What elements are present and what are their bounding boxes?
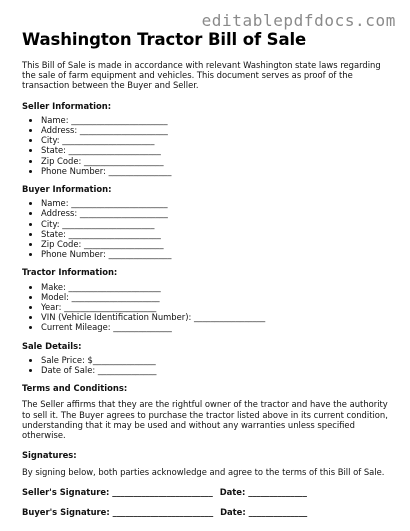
seller-address-field[interactable]: • Address: _____________________: [41, 125, 392, 135]
seller-signature-row: [22, 487, 392, 497]
buyer-phone-field[interactable]: • Phone Number: _______________: [41, 249, 392, 259]
terms-section: [22, 383, 392, 440]
buyer-signature-row: [22, 507, 392, 517]
tractor-section: [22, 267, 392, 332]
buyer-state-field[interactable]: • State: ______________________: [41, 229, 392, 239]
watermark: editablepdfdocs.com: [201, 11, 396, 30]
sale-date-field[interactable]: • Date of Sale: ______________: [41, 365, 392, 375]
sale-heading: Sale Details:: [22, 340, 82, 351]
tractor-heading: Tractor Information:: [22, 267, 118, 278]
buyer-city-field[interactable]: • City: ______________________: [41, 219, 392, 229]
tractor-fields: [22, 282, 392, 333]
document-body: [22, 60, 392, 527]
buyer-section: [22, 184, 392, 259]
signatures-heading: Signatures:: [22, 450, 77, 461]
buyer-zip-field[interactable]: • Zip Code: ___________________: [41, 239, 392, 249]
signatures-section: [22, 450, 392, 517]
seller-name-field[interactable]: • Name: _______________________: [41, 115, 392, 125]
seller-fields: [22, 115, 392, 176]
terms-paragraph: The Seller affirms that they are the rightful owner of the tractor and have the authority to sell it. The Buyer agrees to purchase the tractor listed above in its current condition, understanding that it may be used and without any warranties unless specified otherwise.: [22, 399, 388, 441]
tractor-vin-field[interactable]: • VIN (Vehicle Identification Number): _________________: [41, 312, 392, 322]
buyer-name-field[interactable]: • Name: _______________________: [41, 198, 392, 208]
document-title: Washington Tractor Bill of Sale: [22, 30, 307, 49]
buyer-heading: Buyer Information:: [22, 184, 112, 195]
buyer-signature-date[interactable]: Date: ______________: [220, 506, 308, 517]
seller-phone-field[interactable]: • Phone Number: _______________: [41, 166, 392, 176]
buyer-signature-line[interactable]: Buyer's Signature: ________________________: [22, 506, 214, 517]
seller-section: [22, 101, 392, 176]
seller-city-field[interactable]: • City: ______________________: [41, 135, 392, 145]
tractor-model-field[interactable]: • Model: _____________________: [41, 292, 392, 302]
seller-signature-line[interactable]: Seller's Signature: ________________________: [22, 486, 213, 497]
sale-section: [22, 341, 392, 376]
tractor-year-field[interactable]: • Year: ______________________: [41, 302, 392, 312]
sale-price-field[interactable]: • Sale Price: $_______________: [41, 355, 392, 365]
terms-heading: Terms and Conditions:: [22, 383, 128, 394]
buyer-address-field[interactable]: • Address: _____________________: [41, 208, 392, 218]
intro-paragraph: This Bill of Sale is made in accordance with relevant Washington state laws regarding the sale of farm equipment and vehicles. This document serves as proof of the transaction between the Buyer and Seller.: [22, 60, 381, 91]
tractor-make-field[interactable]: • Make: ______________________: [41, 282, 392, 292]
buyer-fields: [22, 198, 392, 259]
signatures-paragraph: By signing below, both parties acknowledge and agree to the terms of this Bill of Sale.: [22, 466, 385, 477]
seller-heading: Seller Information:: [22, 100, 112, 111]
seller-zip-field[interactable]: • Zip Code: ___________________: [41, 156, 392, 166]
seller-state-field[interactable]: • State: ______________________: [41, 145, 392, 155]
sale-fields: [22, 355, 392, 375]
tractor-mileage-field[interactable]: • Current Mileage: ______________: [41, 322, 392, 332]
seller-signature-date[interactable]: Date: ______________: [219, 486, 307, 497]
